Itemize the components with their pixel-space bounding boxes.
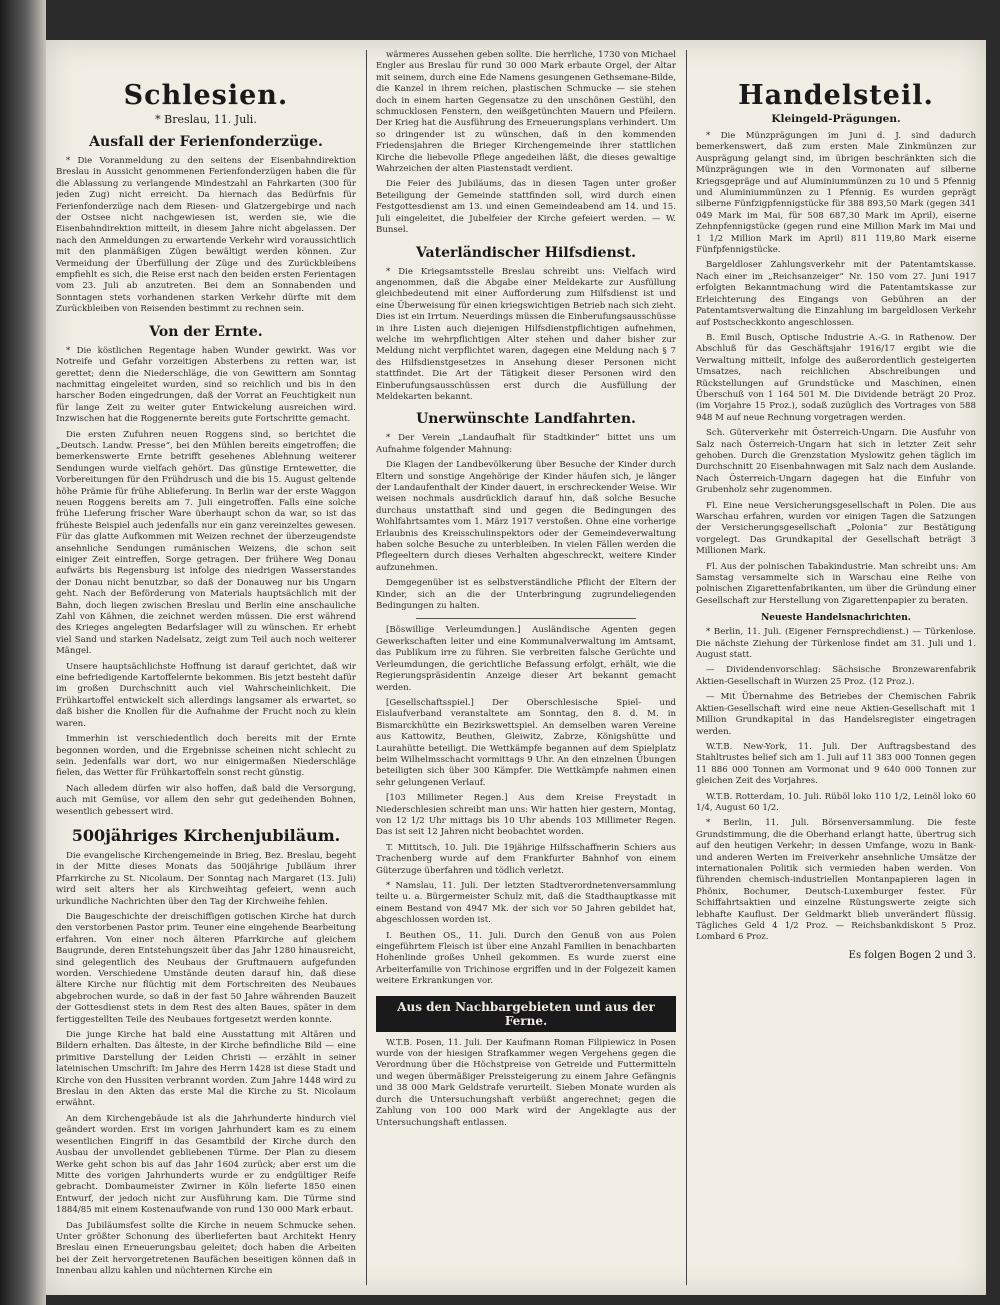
column-1 bbox=[56, 50, 356, 1285]
news-notice: I. Beuthen OS., 11. Juli. Durch den Genuß von aus Polen eingeführtem Fleisch ist über eine Anzahl Familien in benachbarten Hohenlinde großes Unheil gekommen. Es wurde zuerst eine Arbeiterfamilie von Trichinose ergriffen und in der Folgezeit kamen weitere Erkrankungen vor. bbox=[376, 930, 676, 987]
article-paragraph: * Die köstlichen Regentage haben Wunder gewirkt. Was vor Notreife und Gefahr vorzeitigen Absterbens zu retten war, ist gerettet; denn die Niederschläge, die von Gewittern am Sonntag nachmittag eingeleitet wurden, sind so reichlich und bis in den harscher Boden eingedrungen, daß der Vorrat an Feuchtigkeit nun für lange Zeit zu weiter guter Entwickelung ausreichen wird. Inzwischen hat die Roggenernte bereits gute Fortschritte gemacht. bbox=[56, 345, 356, 425]
article-paragraph: Die Klagen der Landbevölkerung über Besuche der Kinder durch Eltern und sonstige Angehörige der Kinder häufen sich, je länger der Landaufenthalt der Kinder dauert, in erschreckender Weise. Wir weisen nochmals ausdrücklich darauf hin, daß solche Besuche durchaus unstatthaft sind und gegen die Bedingungen des Wohlfahrtsamtes vom 1. März 1917 verstoßen. Ohne eine vorherige Erlaubnis des Kreisschulinspektors oder der Gemeindeverwaltung haben solche Besuche zu unterbleiben. In vielen Fällen werden die Pflegeeltern durch dieses Verhalten abgeschreckt, weitere Kinder aufzunehmen. bbox=[376, 460, 676, 573]
article-title: 500jähriges Kirchenjubiläum. bbox=[71, 825, 341, 845]
column-rule bbox=[686, 50, 687, 1285]
article-paragraph: wärmeres Aussehen geben sollte. Die herrliche, 1730 von Michael Engler aus Breslau für rund 30 000 Mark erbaute Orgel, der Altar mit seinem, durch eine Ede Namens gesungenen Gethsemane-Bilde, die Kanzel in ihrem reichen, plastischen Schmucke — sie stehen doch in einem harten Gegensatze zu den unschönen Gestühl, den schmucklosen Fenstern, den weißgetünchten Mauern und Pfeilern. Der Krieg hat die Ausführung des Erneuerungsplans verhindert. Um so dringender ist zu wünschen, daß in den kommenden Friedensjahren die Brieger Kirchengemeinde ihrer stattlichen Kirche die liebevolle Pflege angedeihen läßt, die dieses gewaltige Wahrzeichen der alten Piastenstadt verdient. bbox=[376, 50, 676, 175]
article-paragraph: Immerhin ist verschiedentlich doch bereits mit der Ernte begonnen worden, und die Ergebnisse scheinen nicht schlecht zu sein. Jedenfalls war dort, wo nur einigermaßen Niederschläge fielen, das Wetter für Frühkartoffeln sonst recht günstig. bbox=[56, 734, 356, 779]
column-2 bbox=[376, 50, 676, 1285]
news-paragraph: — Mit Übernahme des Betriebes der Chemischen Fabrik Aktien-Gesellschaft wird eine neue Aktien-Gesellschaft mit 1 Million Grundkapital in das Handelsregister eingetragen werden. bbox=[696, 692, 976, 737]
news-notice: T. Mittitsch, 10. Juli. Die 19jährige Hilfsschaffnerin Schiers aus Trachenberg wurde auf dem Frankfurter Bahnhof von einem Güterzuge überfahren und tödlich verletzt. bbox=[376, 842, 676, 876]
news-heading: Neueste Handelsnachrichten. bbox=[761, 613, 911, 624]
news-notice: [Gesellschaftsspiel.] Der Oberschlesische Spiel- und Eislaufverband veranstaltete am Sonntag, den 8. d. M. in Bismarckhütte ein Bezirkswettspiel. An demselben waren Vereine aus Kattowitz, Beuthen, Gleiwitz, Zabrze, Königshütte und Laurahütte beteiligt. Die Wettkämpfe begannen auf dem Spielplatz beim Wilhelmsschacht vormittags 9 Uhr. An den einzelnen Übungen beteiligten sich über 300 Kämpfer. Die Wettkämpfe nahmen einen sehr gelungenen Verlauf. bbox=[376, 697, 676, 788]
news-paragraph: — Dividendenvorschlag: Sächsische Bronzewarenfabrik Aktien-Gesellschaft in Wurzen 25 Proz. (12 Proz.). bbox=[696, 665, 976, 687]
article-paragraph: Die junge Kirche hat bald eine Ausstattung mit Altären und Bildern erhalten. Das älteste, in der Kirche befindliche Bild — eine primitive Darstellung der Leiden Christi — erzählt in seiner lateinischen Umschrift: Im Jahre des Herrn 1428 ist diese Stadt und Kirche von den Hussiten verbrannt worden. Zum Jahre 1448 wird zu Breslau in den Akten das erste Mal die Kirche zu St. Nicolaum erwähnt. bbox=[56, 1030, 356, 1109]
news-notice: [Böswillige Verleumdungen.] Ausländische Agenten gegen Gewerkschaften leiter und eine Kommunalverwaltung im Amtsamt, das Publikum irre zu führen. Sie verbreiten falsche Gerüchte und Verleumdungen, die gerichtliche Befassung erfolgt, erhält, wie die Regierungspräsidentin Anzeige dieser Art bekannt gemacht werden. bbox=[376, 625, 676, 693]
news-paragraph: * Berlin, 11. Juli. (Eigener Fernsprechdienst.) — Türkenlose. Die nächste Ziehung der Türkenlose findet am 31. Juli und 1. August statt. bbox=[696, 627, 976, 661]
separator-line bbox=[416, 618, 636, 619]
page-binding-edge bbox=[0, 0, 46, 1305]
article-title: Von der Ernte. bbox=[149, 323, 263, 340]
article-paragraph: Das Jubiläumsfest sollte die Kirche in neuem Schmucke sehen. Unter größter Schonung des überlieferten baut Architekt Henry Breslau einen Erneuerungsbau geleitet; doch haben die Arbeiten bei der Zeit hervorgetretenen Baufächen beseitigen können daß in Innenbau allzu kahlen und nüchternen Kirche ein bbox=[56, 1220, 356, 1277]
article-paragraph: Die evangelische Kirchengemeinde in Brieg, Bez. Breslau, begeht in der Mitte dieses Monats das 500jährige Jubiläum ihrer Pfarrkirche zu St. Nicolaum. Der Sonntag nach Margaret (13. Juli) wird seit alters her als Kirchweihtag gefeiert, wenn auch urkundliche Nachrichten über den Tag der Kirchweihe fehlen. bbox=[56, 850, 356, 907]
section-title-schlesien: Schlesien. bbox=[123, 80, 289, 111]
article-paragraph: Nach alledem dürfen wir also hoffen, daß bald die Versorgung, auch mit Gemüse, vor allem den sehr gut gedeihenden Bohnen, wesentlich gebessert wird. bbox=[56, 783, 356, 817]
article-paragraph: Die ersten Zufuhren neuen Roggens sind, so berichtet die „Deutsch. Landw. Presse“, bei den Mühlen bereits eingetroffen; die bemerkenswerte Ernte betrifft gesehenes Ablehnung weiterer Sendungen wurde vielfach gehört. Das günstige Erntewetter, die Vorbereitungen für den Frühdrusch und die bis 15. August geltende höhe Prämie für frühe Ablieferung. In Berlin war der erste Waggon neuen Roggens bereits am 7. Juli eingetroffen. Falls eine solche frühe Lieferung frischer Ware überhaupt schon da war, so ist das früheste Beispiel auch jedenfalls nur ein ganz vereinzeltes gewesen. Für das glatte Aufkommen mit Weizen rechnet der überzeugendste ansehnliche Sendungen rumänischen Weizens, die schon seit einiger Zeit eintreffen, Sorge getragen. Der frühere Weg Donau aufwärts bis Regensburg ist infolge des niedrigen Wasserstandes der Donau nicht benutzbar, so daß der Donauweg nur bis Ungarn geht. Nach der Beförderung von Materials hauptsächlich mit der Bahn, doch liegen zwischen Breslau und Berlin eine anschauliche Zahl von Kähnen, die zeichnet werden müssen. Die erst während des Krieges angelegten Bedarfslager will zu wünschen. Er erhebt viel Sand und starken Nadelsatz, zeigt zum Teil auch noch weiterer Mängel. bbox=[56, 429, 356, 657]
dateline: * Breslau, 11. Juli. bbox=[155, 113, 257, 126]
article-paragraph: * Die Münzprägungen im Juni d. J. sind dadurch bemerkenswert, daß zum ersten Male Zinkmünzen zur Ausprägung gelangt sind, im übrigen beschränkten sich die Münzprägungen wie in den Vormonaten auf silberne Kriegsgepräge und auf Aluminiummünzen zu 10 und 5 Pfennig und Aluminiummünzen zu 1 Pfennig. Es wurden geprägt silberne Fünfzigpfennigstücke für 388 893,50 Mark (gegen 341 049 Mark im Mai, für 508 687,30 Mark im April), eiserne Zehnpfennigstücke (gegen rund eine Million Mark im Mai und 1 1/2 Million Mark im April) 811 119,80 Mark eiserne Fünfpfennigstücke. bbox=[696, 131, 976, 256]
section-subtitle: Kleingeld-Prägungen. bbox=[771, 113, 901, 125]
column-3 bbox=[696, 50, 976, 1285]
article-paragraph: * Die Voranmeldung zu den seitens der Eisenbahndirektion Breslau in Aussicht genommenen Ferienfonderzügen haben die für die Ablassung zu verlangende Mindestzahl an Fahrkarten (300 für jeden Zug) nicht erreicht. Da hiernach das Bedürfnis für Ferienfonderzüge nach dem Riesen- und Glatzergebirge und nach der Ostsee nicht nachgewiesen ist, werden sie, wie die Eisenbahndirektion mitteilt, in diesem Jahre nicht abgelassen. Der nach den Anmeldungen zu erwartende Verkehr wird voraussichtlich mit den planmäßigen Zügen bewältigt werden können. Zur Vermeidung der Überfüllung der Züge und des Zurückbleibens empfiehlt es sich, die Reise erst nach den beiden ersten Ferientagen vom 23. Juli ab anzutreten. Bei dem an Sonnabenden und Sonntagen stets vorhandenen starken Verkehr dürfte mit dem Zurückbleiben von Reisenden bestimmt zu rechnen sein. bbox=[56, 156, 356, 315]
article-paragraph: Die Feier des Jubiläums, das in diesen Tagen unter großer Beteiligung der Gemeinde stattfinden soll, wird durch einen Festgottesdienst am 13. und einen Gemeindeabend am 14. und 15. Juli eingeleitet, die Jubelfeier der Kirche gefeiert werden. — W. Bunsel. bbox=[376, 179, 676, 236]
article-paragraph: * Die Kriegsamtsstelle Breslau schreibt uns: Vielfach wird angenommen, daß die Abgabe einer Meldekarte zur Ausfüllung gleichbedeutend mit einer Aufforderung zum Hilfsdienst ist und eine Überweisung für einen kriegswichtigen Betrieb nach sich zieht. Dies ist ein Irrtum. Neuerdings müssen die Einberufungsausschüsse in ihre Listen auch diejenigen Hilfsdienstpflichtigen aufnehmen, welche im wehrpflichtigen Alter stehen und daher bisher zur Meldung nicht verpflichtet waren, dagegen eine Meldung nach § 7 des Hilfsdienstgesetzes in Ansehung dieser Personen nicht stattfindet. Die Art der Tätigkeit dieser Personen wird den Einberufungsausschüssen erst durch die Ausfüllung der Meldekarten bekannt. bbox=[376, 266, 676, 402]
article-title: Vaterländischer Hilfsdienst. bbox=[415, 244, 636, 261]
article-paragraph: Bargeldloser Zahlungsverkehr mit der Patentamtskasse. Nach einer im „Reichsanzeiger“ Nr. 150 vom 27. Juni 1917 erfolgten Bekanntmachung wird die Patentamtskasse zur Erleichterung des Eingangs von Gebühren an der Patentamtsverwaltung die Einzahlung im bargeldlosen Verkehr auf Postscheckkonto angeschlossen. bbox=[696, 260, 976, 328]
article-paragraph: * Der Verein „Landaufhalt für Stadtkinder“ bittet uns um Aufnahme folgender Mahnung: bbox=[376, 433, 676, 455]
news-paragraph: W.T.B. New-York, 11. Juli. Der Auftragsbestand des Stahltrustes belief sich am 1. Juli auf 11 383 000 Tonnen gegen 11 886 000 Tonnen am Vormonat und 9 640 000 Tonnen zur gleichen Zeit des Vorjahres. bbox=[696, 741, 976, 787]
news-notice: * Namslau, 11. Juli. Der letzten Stadtverordnetenversammlung teilte u. a. Bürgermeister Schulz mit, daß die Stadthauptkasse mit einem Bestand von 4947 Mk. der sich vor 50 Jahren gebildet hat, abgeschlossen worden ist. bbox=[376, 881, 676, 926]
article-title: Ausfall der Ferienfonderzüge. bbox=[89, 134, 323, 150]
section-title-handelsteil: Handelsteil. bbox=[738, 80, 934, 111]
news-paragraph: W.T.B. Rotterdam, 10. Juli. Rüböl loko 110 1/2, Leinöl loko 60 1/4, August 60 1/2. bbox=[696, 791, 976, 813]
footer-note: Es folgen Bogen 2 und 3. bbox=[848, 949, 976, 961]
news-notice: [103 Millimeter Regen.] Aus dem Kreise Freystadt in Niederschlesien schreibt man uns: Wir hatten hier gestern, Montag, von 12 1/2 Uhr mittags bis 10 Uhr abends 103 Millimeter Regen. Das ist seit 12 Jahren nicht beobachtet worden. bbox=[376, 793, 676, 838]
article-title: Unerwünschte Landfahrten. bbox=[416, 411, 636, 428]
column-rule bbox=[366, 50, 367, 1285]
newspaper-page bbox=[46, 40, 986, 1295]
article-paragraph: An dem Kirchengebäude ist als die Jahrhunderte hindurch viel geändert worden. Erst im vorigen Jahrhundert kam es zu einem wesentlichen Eingriff in das Gesamtbild der Kirche durch den Ausbau der unvollendet gebliebenen Türme. Der Plan zu diesem Werke geht schon bis auf das Jahr 1604 zurück; aber erst um die Mitte des vorigen Jahrhunderts wurde er zu endgültiger Reife gebracht. Dombaumeister Zwirner in Köln lieferte 1850 einen Entwurf, der jedoch nicht zur Ausführung kam. Die Türme sind 1884/85 mit einem Kostenaufwande von rund 130 000 Mark erbaut. bbox=[56, 1113, 356, 1216]
news-notice: W.T.B. Posen, 11. Juli. Der Kaufmann Roman Filipiewicz in Posen wurde von der hiesigen Strafkammer wegen Vergehens gegen die Verordnung über die Höchstpreise von Getreide und Futtermitteln und wegen übermäßiger Preissteigerung zu einem Jahre Gefängnis und 38 000 Mark Geldstrafe verurteilt. Sieben Monate wurden als durch die Untersuchungshaft verbüßt angerechnet; gegen die Zahlung von 100 000 Mark wird der Angeklagte aus der Untersuchungshaft entlassen. bbox=[376, 1037, 676, 1128]
article-paragraph: Die Baugeschichte der dreischiffigen gotischen Kirche hat durch den verstorbenen Pastor prim. Teuner eine eingehende Bearbeitung erfahren. Von einer noch älteren Pfarrkirche auf gleichem Baugrunde, deren Entstehungszeit über das Jahr 1280 hinausreicht, sind gelegentlich des Neubaus der Gruftmauern aufgefunden worden. Verschiedene Umstände deuten darauf hin, daß diese ältere Kirche nur flüchtig mit dem Fortschreiten des Neubaues abgebrochen wurde, so daß in der fast 50 Jahre währenden Bauzeit der Gottesdienst stets in dem Rest des alten Baues, später in dem fertiggestellten Teile des Neubaues fortgesetzt werden konnte. bbox=[56, 911, 356, 1025]
article-paragraph: Demgegenüber ist es selbstverständliche Pflicht der Eltern der Kinder, sich an die der Unterbringung zugrundeliegenden Bedingungen zu halten. bbox=[376, 578, 676, 612]
news-paragraph: * Berlin, 11. Juli. Börsenversammlung. Die feste Grundstimmung, die die Oberhand erlangt hatte, übertrug sich auf den heutigen Verkehr; in dessen Umfange, wozu in Bank- und anderen Werten im Freiverkehr ansehnliche Umsätze der internationalen Politik sich vermieden haben werden. Von führenden chemisch-industriellen Montanpapieren lagen in Phönix, Bochumer, Deutsch-Luxemburger fester. Für Schiffahrtsaktien und einzelne Rüstungswerte zeigte sich lebhafte Kauflust. Der Geldmarkt blieb unverändert flüssig. Tägliches Geld 4 1/2 Proz. — Reichsbankdiskont 5 Proz. Lombard 6 Proz. bbox=[696, 818, 976, 943]
article-paragraph: B. Emil Busch, Optische Industrie A.-G. in Rathenow. Der Abschluß für das Geschäftsjahr 1916/17 ergibt wie die Verwaltung mitteilt, infolge des außerordentlich gesteigerten Umsatzes, nach reichlichen Abschreibungen und Rückstellungen auf Grundstücke und Maschinen, einen Überschuß von 1 164 501 M. Die Dividende beträgt 20 Proz. (im Vorjahre 15 Proz.), sodaß zuzüglich des Vortrages von 588 948 M auf neue Rechnung vorgetragen werden. bbox=[696, 332, 976, 423]
article-paragraph: Fl. Eine neue Versicherungsgesellschaft in Polen. Die aus Warschau erfahren, wurden vor einigen Tagen die Satzungen der Versicherungsgesellschaft „Polonia“ zur Bestätigung vorgelegt. Das Grundkapital der Gesellschaft beträgt 3 Millionen Mark. bbox=[696, 500, 976, 557]
article-paragraph: Unsere hauptsächlichste Hoffnung ist darauf gerichtet, daß wir eine befriedigende Kartoffelernte bekommen. Bis jetzt besteht dafür im großen Durchschnitt auch viel Wahrscheinlichkeit. Die Frühkartoffel entwickelt sich allerdings langsamer als erwartet, so daß bisher die Knollen für die Aufnahme der Frucht noch zu klein waren. bbox=[56, 661, 356, 729]
article-paragraph: Fl. Aus der polnischen Tabakindustrie. Man schreibt uns: Am Samstag versammelte sich in Warschau eine Reihe von polnischen Zigarettenfabrikanten, um über die Gründung einer Gesellschaft zur Herstellung von Zigarettenpapier zu beraten. bbox=[696, 561, 976, 606]
article-paragraph: Sch. Güterverkehr mit Österreich-Ungarn. Die Ausfuhr von Salz nach Österreich-Ungarn hat sich in letzter Zeit sehr gehoben. Durch die Grenzstation Myslowitz gehen täglich im Durchschnitt 20 Eisenbahnwagen mit Salz nach dem Auslande. Nach Österreich-Ungarn dagegen hat die Einfuhr von Grubenholz sehr zugenommen. bbox=[696, 428, 976, 496]
section-banner: Aus den Nachbargebieten und aus der Ferne. bbox=[376, 996, 676, 1032]
